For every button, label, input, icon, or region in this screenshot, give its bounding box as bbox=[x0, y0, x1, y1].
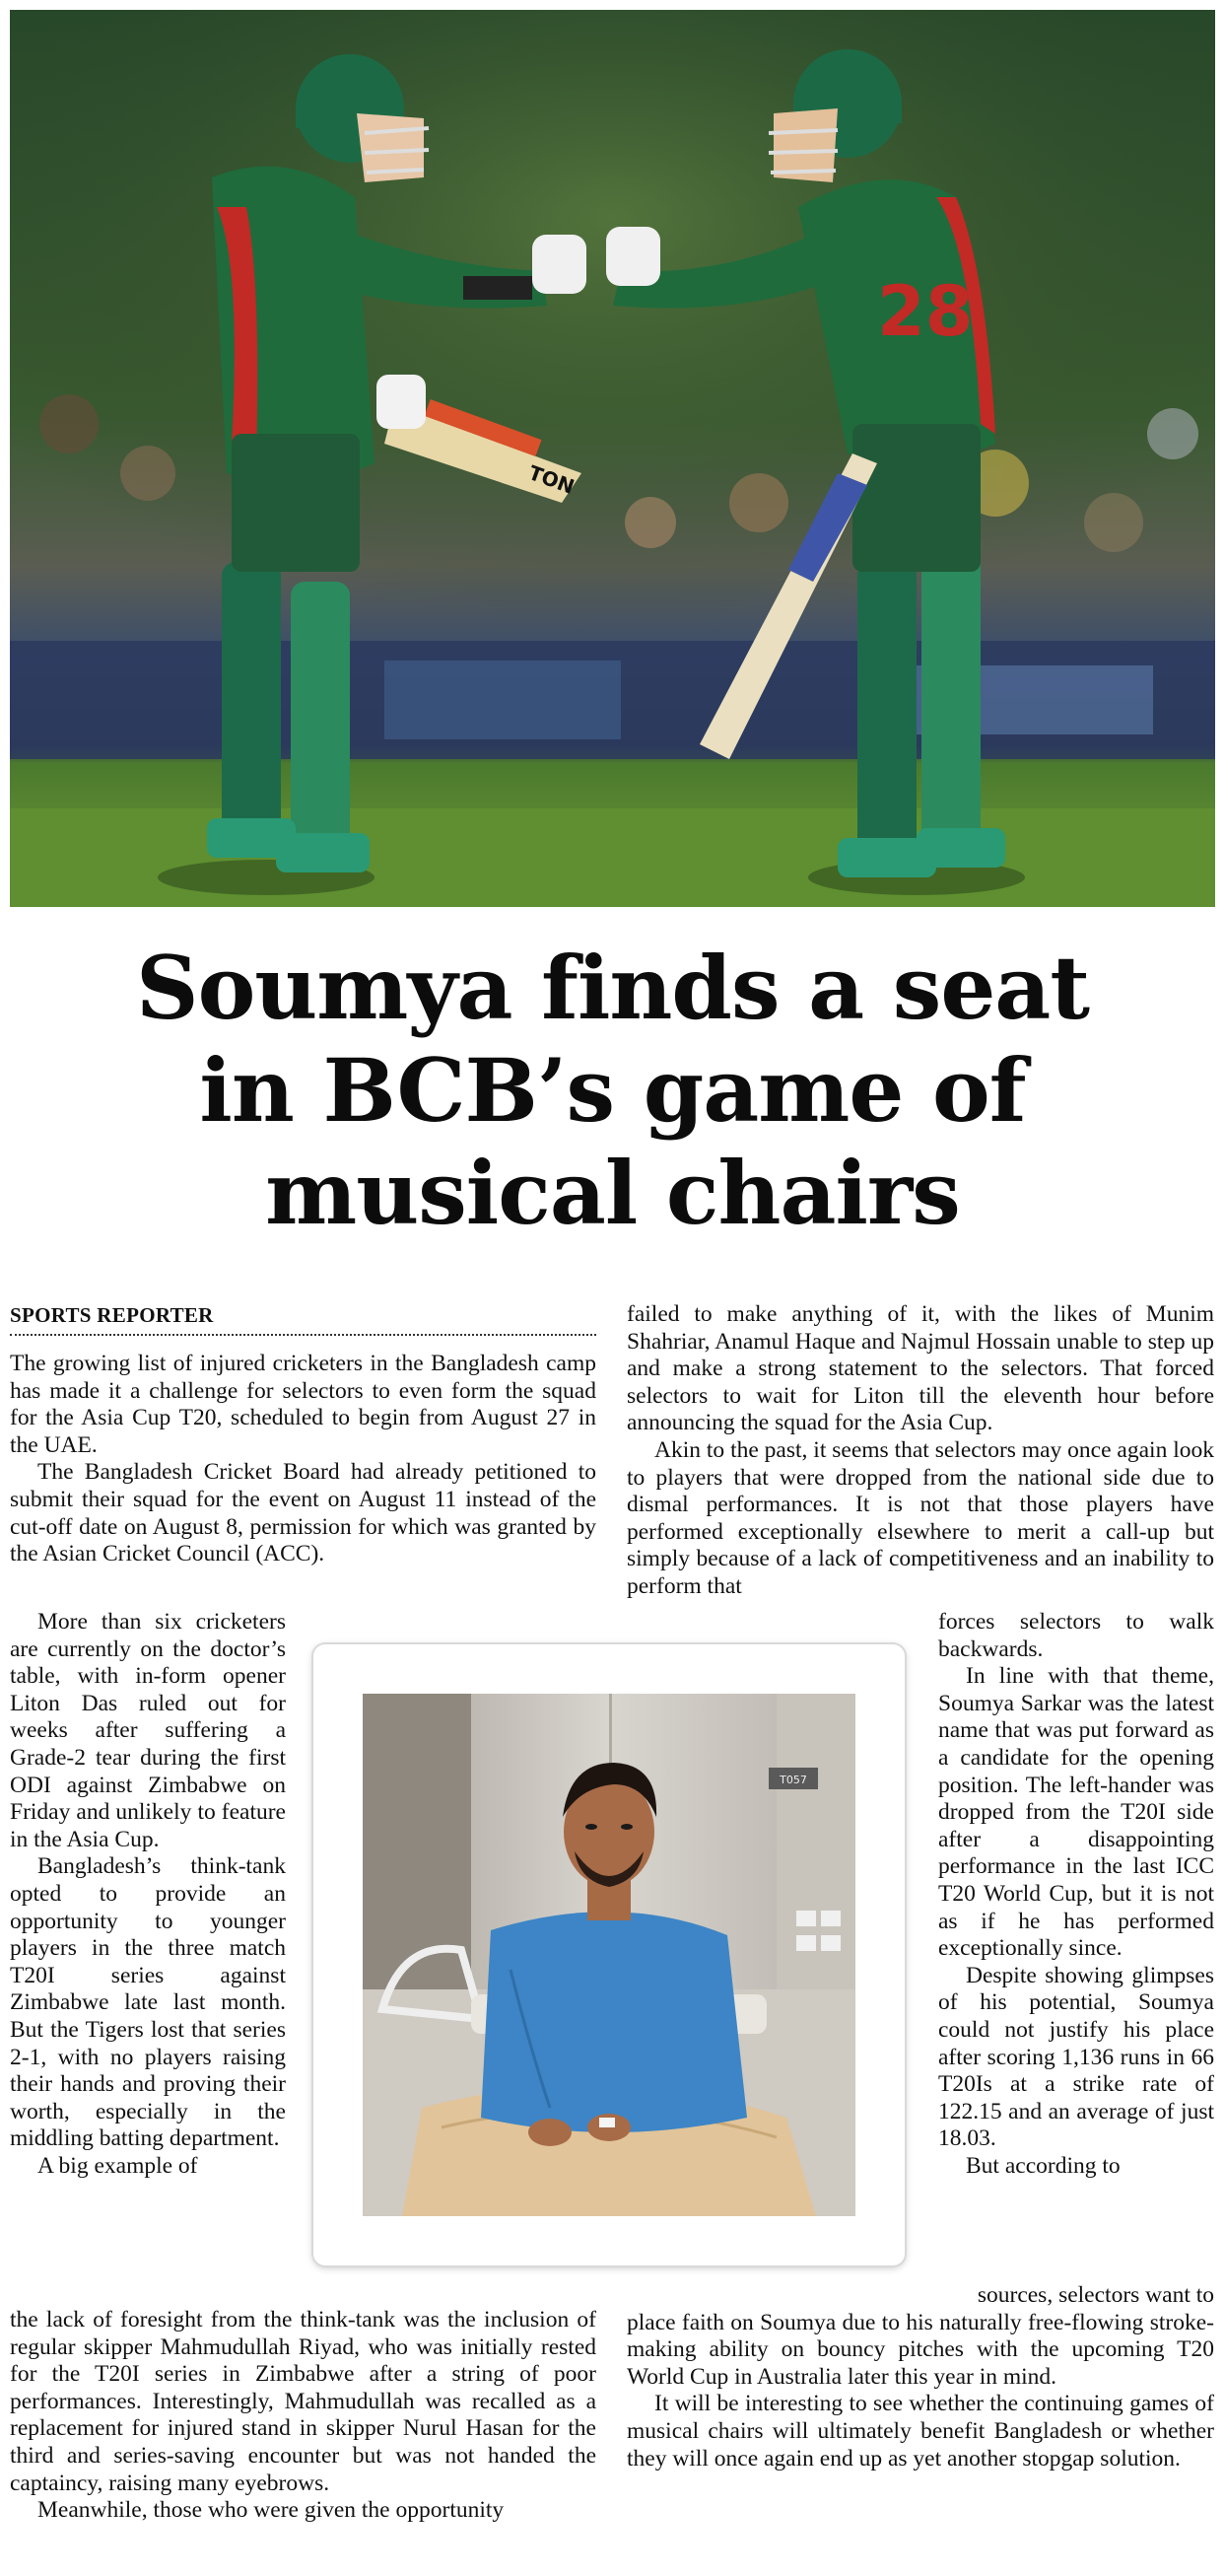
room-number: T057 bbox=[780, 1774, 807, 1786]
right-column-top bbox=[627, 1301, 1214, 1601]
headline-line-2: in BCB’s game of bbox=[199, 1039, 1026, 1142]
paragraph-11-end: place faith on Soumya due to his naturally free-flowing stroke-making ability on bouncy pitches with the upcoming T20 World Cup in Australia later this year in mind. bbox=[627, 2309, 1214, 2390]
paragraph-8-start: Akin to the past, it seems that selectors may once again look to players that were dropped from the national side due to dismal performances. It is not that those players have performed exceptionally elsewhere to merit a call-up but simply because of a lack of competitiveness and an inability to perform that bbox=[627, 1436, 1214, 1599]
paragraph-6: Meanwhile, those who were given the opportunity bbox=[37, 2497, 505, 2524]
bat-brand-label: TON bbox=[525, 460, 578, 499]
left-column-bottom bbox=[10, 2307, 596, 2525]
jersey-number: 28 bbox=[877, 271, 974, 352]
paragraph-5-start: A big example of bbox=[37, 2152, 198, 2179]
paragraph-11-start: But according to bbox=[966, 2152, 1121, 2179]
cricket-players-photo bbox=[10, 10, 1215, 907]
left-column-top bbox=[10, 1351, 596, 1568]
paragraph-4: Bangladesh’s think-tank opted to provide an opportunity to younger players in the three match T20I series against Zimbabwe late last month. But the Tigers lost that series 2-1, with no players raising their hands and proving their worth, especially in the middling batting department. bbox=[10, 1853, 286, 2152]
hospital-photo bbox=[363, 1694, 855, 2216]
paragraph-5-end: the lack of foresight from the think-tank was the inclusion of regular skipper Mahmudullah Riyad, who was initially rested for the T20I series in Zimbabwe after a string of poor performances. Interestingly, Mahmudullah was recalled as a replacement for injured stand in skipper Nurul Hasan for the third and series-saving encounter but was not handed the captaincy, raising many eyebrows. bbox=[10, 2307, 596, 2496]
cricket-players-illustration bbox=[10, 10, 1215, 907]
hospital-illustration bbox=[363, 1694, 855, 2216]
paragraph-9: In line with that theme, Soumya Sarkar was the latest name that was put forward as a candidate for the opening position. The left-hander was dropped from the T20I side after a disappointing performance in the last ICC T20 World Cup, but it is not as if he has performed exceptionally since. bbox=[938, 1663, 1214, 1962]
right-column-bottom bbox=[627, 2282, 1214, 2472]
headline-line-3: musical chairs bbox=[265, 1142, 960, 1244]
inset-photo-frame bbox=[313, 1644, 905, 2265]
byline: SPORTS REPORTER bbox=[10, 1303, 596, 1336]
paragraph-1: The growing list of injured cricketers in the Bangladesh camp has made it a challenge for selectors to even form the squad for the Asia Cup T20, scheduled to begin from August 27 in the UAE. bbox=[10, 1351, 596, 1458]
paragraph-2: The Bangladesh Cricket Board had already petitioned to submit their squad for the event on August 11 instead of the cut-off date on August 8, permission for which was granted by the Asian Cricket Council (ACC). bbox=[10, 1459, 596, 1567]
left-column-narrow bbox=[10, 1609, 286, 2180]
paragraph-3: More than six cricketers are currently on the doctor’s table, with in-form opener Liton Das ruled out for weeks after suffering a Grade-2 tear during the first ODI against Zimbabwe on Friday and unlikely to feature in the Asia Cup. bbox=[10, 1609, 286, 1852]
paragraph-7: failed to make anything of it, with the likes of Munim Shahriar, Anamul Haque and Najmul Hossain unable to step up and make a strong statement to the selectors. That forced selectors to wait for Liton till the eleventh hour before announcing the squad for the Asia Cup. bbox=[627, 1301, 1214, 1436]
paragraph-11-mid: sources, selectors want to bbox=[977, 2282, 1214, 2308]
headline bbox=[0, 937, 1225, 1244]
headline-line-1: Soumya finds a seat bbox=[136, 937, 1089, 1039]
paragraph-8-end: forces selectors to walk backwards. bbox=[938, 1609, 1214, 1662]
paragraph-10: Despite showing glimpses of his potential, Soumya could not justify his place after scoring 1,136 runs in 66 T20Is at a strike rate of 122.15 and an average of just 18.03. bbox=[938, 1962, 1214, 2152]
paragraph-12: It will be interesting to see whether the continuing games of musical chairs will ultimately benefit Bangladesh or whether they will once again end up as yet another stopgap solution. bbox=[627, 2391, 1214, 2472]
right-column-narrow bbox=[938, 1609, 1214, 2180]
